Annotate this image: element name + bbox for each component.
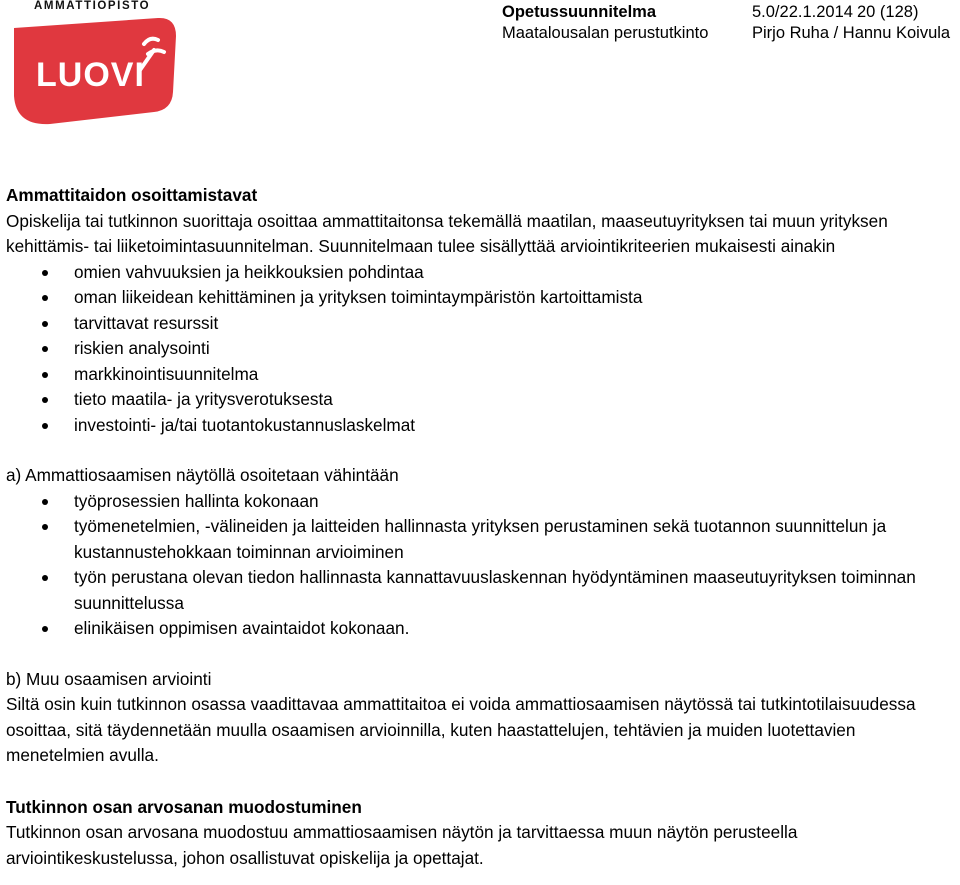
section-text-other-assessment: Siltä osin kuin tutkinnon osassa vaadittavaa ammattitaitoa ei voida ammattiosaamisen näytössä tai tutkintotilaisuudessa osoittaa, sitä täydennetään muulla osaamisen arvioinnilla, kuten haastattelujen, tehtävien ja muiden luotettavien menetelmien avulla.: [6, 694, 916, 765]
bullet-icon: [42, 321, 48, 327]
list-item: omien vahvuuksien ja heikkouksien pohdintaa: [6, 260, 956, 286]
section-heading-grade: Tutkinnon osan arvosanan muodostuminen: [6, 796, 362, 817]
list-item: tieto maatila- ja yritysverotuksesta: [6, 387, 956, 413]
bullet-icon: [42, 499, 48, 505]
doc-type: Opetussuunnitelma: [502, 3, 657, 21]
spacer: [6, 642, 956, 667]
list-item: riskien analysointi: [6, 336, 956, 362]
bullet-icon: [42, 626, 48, 632]
bullet-icon: [42, 575, 48, 581]
list-item: investointi- ja/tai tuotantokustannuslaskelmat: [6, 413, 956, 439]
luovi-logo-mark: [8, 14, 183, 126]
header-page: 20 (128): [857, 3, 919, 21]
list-item: elinikäisen oppimisen avaintaidot kokonaan.: [6, 616, 956, 642]
list-item: markkinointisuunnitelma: [6, 362, 956, 388]
section-heading-skills: a) Ammattiosaamisen näytöllä osoitetaan vähintään: [6, 465, 399, 485]
list-item: työmenetelmien, -välineiden ja laitteiden hallinnasta yrityksen perustaminen sekä tuotannon suunnittelun ja kustannustehokkaan toiminnan arvioiminen: [6, 514, 956, 565]
luovi-logo: [8, 0, 183, 130]
spacer: [6, 438, 956, 463]
bullet-icon: [42, 270, 48, 276]
svg-text:LUOVI: LUOVI: [36, 56, 145, 94]
section-heading-demonstration: Ammattitaidon osoittamistavat: [6, 185, 258, 205]
bullet-icon: [42, 524, 48, 530]
bullet-icon: [42, 295, 48, 301]
list-item: oman liikeidean kehittäminen ja yrityksen toimintaympäristön kartoittamista: [6, 285, 956, 311]
bullet-icon: [42, 346, 48, 352]
header-version: 5.0/22.1.2014: [752, 3, 853, 21]
header-authors: Pirjo Ruha / Hannu Koivula: [752, 24, 951, 42]
spacer: [6, 769, 956, 795]
document-body: [6, 183, 956, 871]
section-text-grade: Tutkinnon osan arvosana muodostuu ammattiosaamisen näytön ja tarvittaessa muun näytön perusteella arviointikeskustelussa, johon osallistuvat opiskelija ja opettajat.: [6, 822, 798, 868]
criteria-list: [6, 260, 956, 439]
list-item: tarvittavat resurssit: [6, 311, 956, 337]
list-item: työprosessien hallinta kokonaan: [6, 489, 956, 515]
skills-list: [6, 489, 956, 642]
bullet-icon: [42, 423, 48, 429]
header-left: [502, 2, 708, 44]
list-item: työn perustana olevan tiedon hallinnasta kannattavuuslaskennan hyödyntäminen maaseutuyrityksen toiminnan suunnittelussa: [6, 565, 956, 616]
section-heading-other-assessment: b) Muu osaamisen arviointi: [6, 668, 212, 689]
section-text-demonstration: Opiskelija tai tutkinnon suorittaja osoittaa ammattitaitonsa tekemällä maatilan, maaseutuyrityksen tai muun yrityksen kehittämis- tai liiketoimintasuunnitelman. Suunnitelmaan tulee sisällyttää arviointikriteerien mukaisesti ainakin: [6, 210, 888, 256]
bullet-icon: [42, 397, 48, 403]
degree-name: Maatalousalan perustutkinto: [502, 24, 709, 42]
logo-top-text: AMMATTIOPISTO: [34, 0, 151, 12]
bullet-icon: [42, 372, 48, 378]
